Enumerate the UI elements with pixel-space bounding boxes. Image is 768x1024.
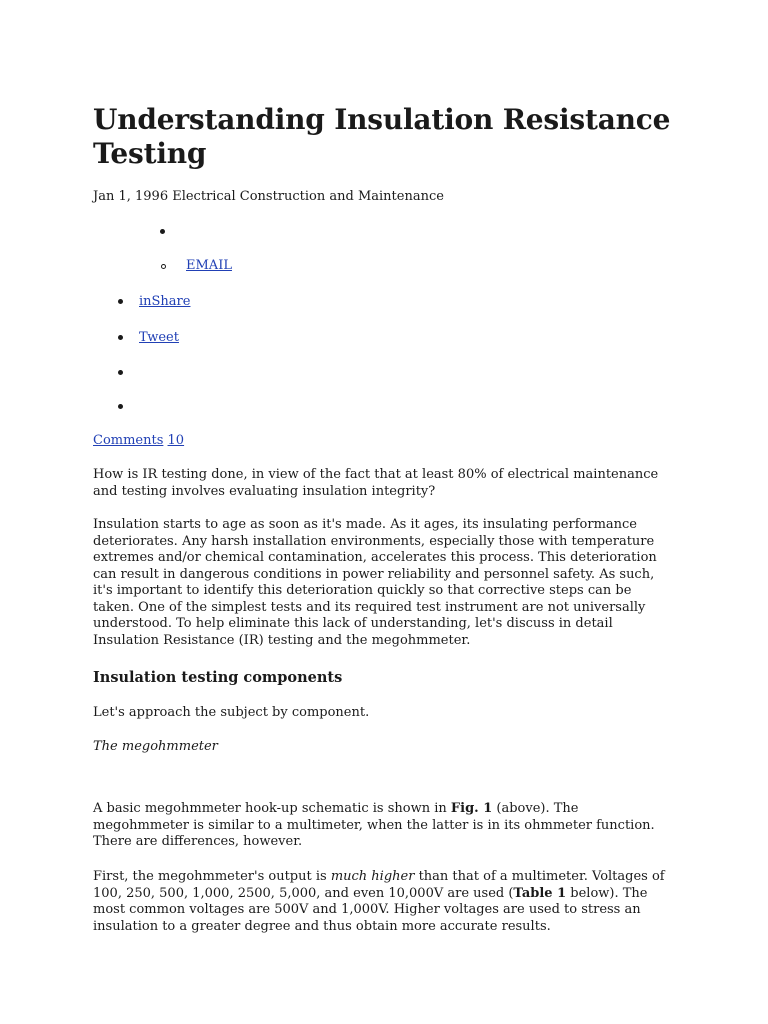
section-heading: Insulation testing components (93, 669, 343, 686)
bullet-circle (161, 264, 166, 269)
body-paragraph: Let's approach the subject by component. (93, 705, 370, 720)
comments-row (93, 433, 184, 449)
email-link[interactable]: EMAIL (186, 258, 232, 273)
body-paragraph: A basic megohmmeter hook-up schematic is shown in Fig. 1 (above). The megohmmeter is similar to a multimeter, when the latter is in its ohmmeter function. There are differences, however. (93, 801, 655, 849)
comments-count-link[interactable]: 10 (167, 433, 185, 448)
table-reference: Table 1 (513, 885, 567, 901)
body-paragraph: First, the megohmmeter's output is much higher than that of a multimeter. Voltages of 100, 250, 500, 1,000, 2500, 5,000, and even 10,000V are used (Table 1 below). The most common voltages are 500V and 1,000V. Higher voltages are used to stress an insulation to a greater degree and thus obtain more accurate results. (93, 869, 665, 934)
bullet-disc (118, 370, 123, 375)
article-title: Understanding Insulation Resistance Testing (93, 103, 671, 170)
bullet-disc (118, 335, 123, 340)
comments-link[interactable]: Comments (93, 433, 164, 448)
body-paragraph: Insulation starts to age as soon as it's made. As it ages, its insulating performance deteriorates. Any harsh installation environments, especially those with temperature extremes and/or chemical contamination, accelerates this process. This deterioration can result in dangerous conditions in power reliability and personnel safety. As such, it's important to identify this deterioration quickly so that corrective steps can be taken. One of the simplest tests and its required test instrument are not universally understood. To help eliminate this lack of understanding, let's discuss in detail Insulation Resistance (IR) testing and the megohmmeter. (93, 517, 657, 648)
bullet-disc (160, 229, 165, 234)
article-byline: Jan 1, 1996 Electrical Construction and Maintenance (93, 189, 444, 204)
bullet-disc (118, 404, 123, 409)
fig-reference: Fig. 1 (450, 801, 493, 816)
subsection-heading: The megohmmeter (93, 739, 218, 754)
tweet-link[interactable]: Tweet (139, 330, 179, 345)
bullet-disc (118, 299, 123, 304)
intro-paragraph: How is IR testing done, in view of the fact that at least 80% of electrical maintenance and testing involves evaluating insulation integrity? (93, 467, 659, 499)
inshare-link[interactable]: inShare (139, 294, 191, 309)
emphasis-text: much higher (330, 869, 415, 884)
